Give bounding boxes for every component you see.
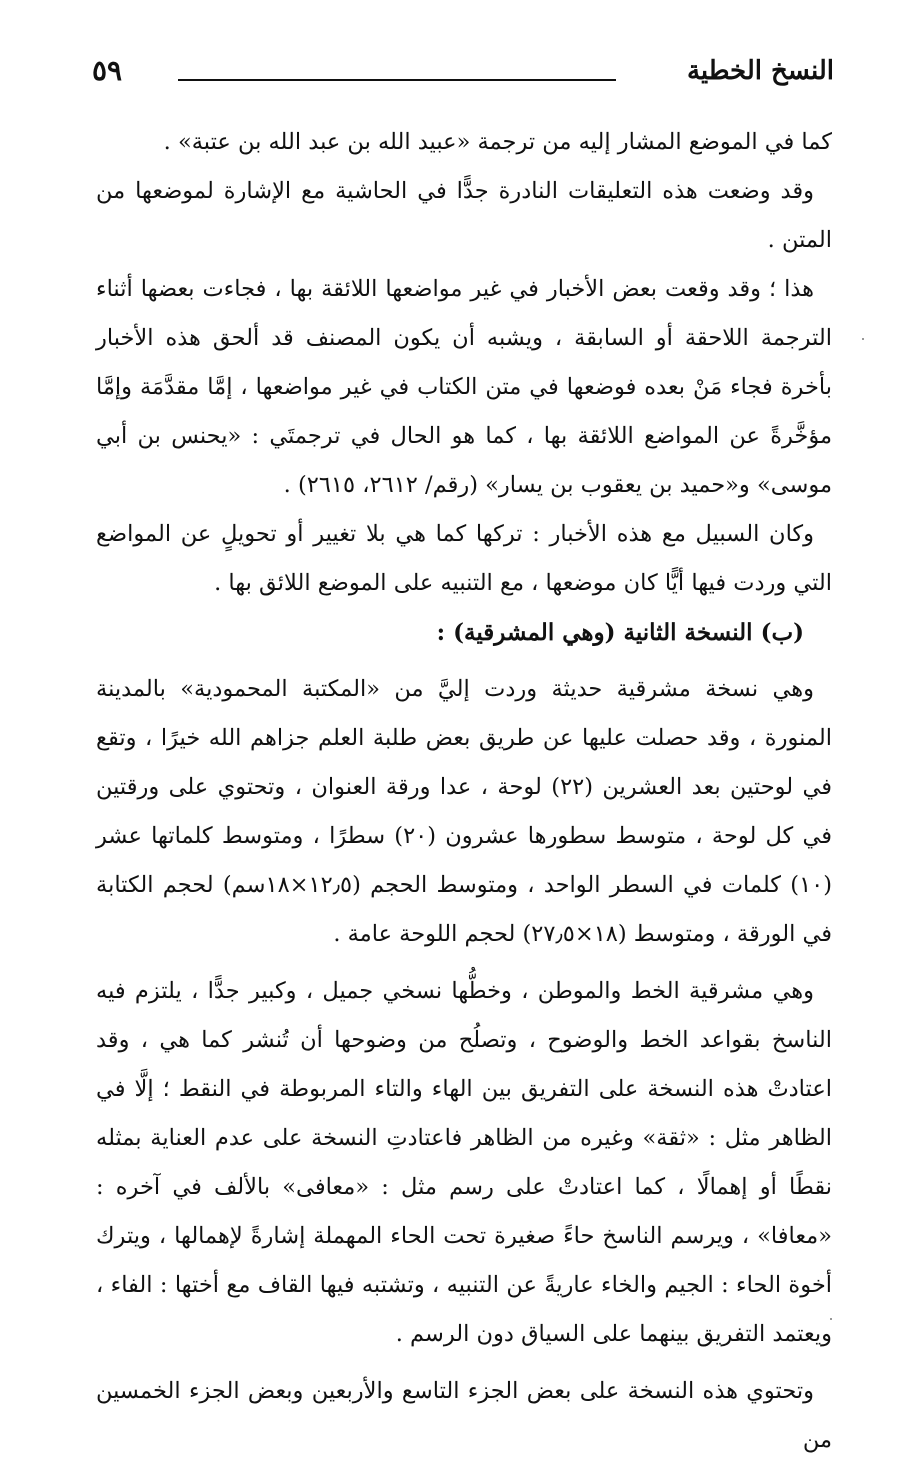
scan-speck <box>862 338 864 340</box>
section-heading: (ب) النسخة الثانية (وهي المشرقية) : <box>436 619 804 646</box>
scan-speck <box>830 1318 832 1320</box>
paragraph: وقد وضعت هذه التعليقات النادرة جدًّا في الحاشية مع الإشارة لموضعها من المتن . <box>96 178 832 253</box>
paragraph-continuation: كما في الموضع المشار إليه من ترجمة «عبيد الله بن عبد الله بن عتبة» . <box>163 129 832 155</box>
paragraph: هذا ؛ وقد وقعت بعض الأخبار في غير مواضعها اللائقة بها ، فجاءت بعضها أثناء الترجمة اللاحقة أو السابقة ، ويشبه أن يكون المصنف قد ألحق هذه الأخبار بأخرة فجاء مَنْ بعده فوضعها في متن الكتاب في غير مواضعها ، إمَّا مقدَّمَة وإمَّا مؤخَّرةً عن المواضع اللائقة بها ، كما هو الحال في ترجمتَي : «يحنس بن أبي موسى» و«حميد بن يعقوب بن يسار» (رقم/ ٢٦١٢، ٢٦١٥) . <box>96 276 832 498</box>
paragraph: وتحتوي هذه النسخة على بعض الجزء التاسع والأربعين وبعض الجزء الخمسين من <box>96 1378 832 1453</box>
running-title: النسخ الخطية <box>686 56 834 86</box>
body-text <box>96 118 832 1465</box>
page-number: ٥٩ <box>92 54 123 87</box>
paragraph: وكان السبيل مع هذه الأخبار : تركها كما هي بلا تغيير أو تحويلٍ عن المواضع التي وردت فيها أيًّا كان موضعها ، مع التنبيه على الموضع اللائق بها . <box>96 521 832 596</box>
header-rule <box>178 79 616 81</box>
paragraph: وهي مشرقية الخط والموطن ، وخطُّها نسخي جميل ، وكبير جدًّا ، يلتزم فيه الناسخ بقواعد الخط والوضوح ، وتصلُح من وضوحها أن تُنشر كما هي ، وقد اعتادتْ هذه النسخة على التفريق بين الهاء والتاء المربوطة في النقط ؛ إلَّا في الظاهر مثل : «ثقة» وغيره من الظاهر فاعتادتِ النسخة على عدم العناية بمثله نقطًا أو إهمالًا ، كما اعتادتْ على رسم مثل : «معافى» بالألف في آخره : «معافا» ، ويرسم الناسخ حاءً صغيرة تحت الحاء المهملة إشارةً لإهمالها ، ويترك أخوة الحاء : الجيم والخاء عاريةً عن التنبيه ، وتشتبه فيها القاف مع أختها : الفاء ، ويعتمد التفريق بينهما على السياق دون الرسم . <box>96 978 832 1347</box>
running-header <box>92 52 834 96</box>
paragraph: وهي نسخة مشرقية حديثة وردت إليَّ من «المكتبة المحمودية» بالمدينة المنورة ، وقد حصلت عليها عن طريق بعض طلبة العلم جزاهم الله خيرًا ، وتقع في لوحتين بعد العشرين (٢٢) لوحة ، عدا ورقة العنوان ، وتحتوي على ورقتين في كل لوحة ، متوسط سطورها عشرون (٢٠) سطرًا ، ومتوسط كلماتها عشر (١٠) كلمات في السطر الواحد ، ومتوسط الحجم (١٢٫٥×١٨سم) لحجم الكتابة في الورقة ، ومتوسط (١٨×٢٧٫٥) لحجم اللوحة عامة . <box>96 676 833 947</box>
